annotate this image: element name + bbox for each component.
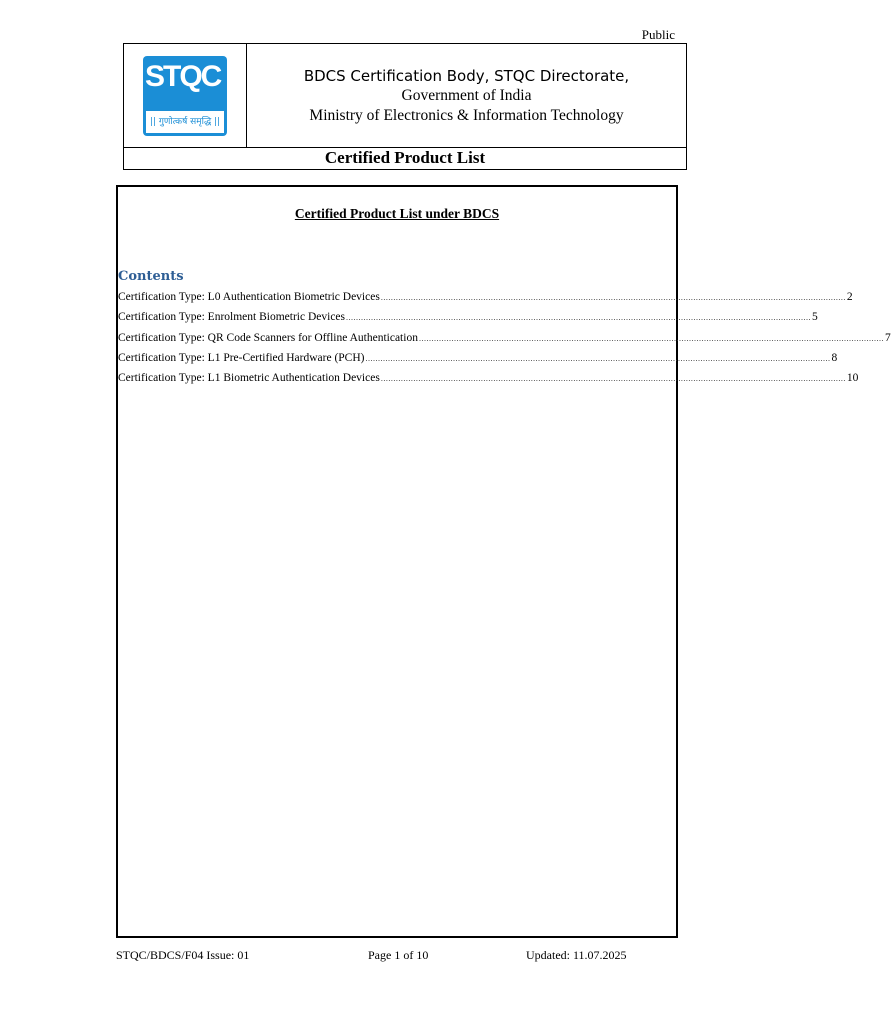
- org-government-line: Government of India: [401, 86, 532, 104]
- toc-entry-label[interactable]: Certification Type: L1 Biometric Authentication Devices: [118, 372, 380, 385]
- toc-entry-label[interactable]: Certification Type: L1 Pre-Certified Hardware (PCH): [118, 351, 365, 364]
- toc-entry[interactable]: [118, 330, 891, 350]
- document-header: [123, 43, 687, 148]
- toc-entry-page[interactable]: 2: [846, 291, 853, 303]
- toc-entry-page[interactable]: 7: [884, 331, 891, 344]
- toc-entry[interactable]: [118, 350, 838, 370]
- stqc-logo: [143, 56, 227, 136]
- footer-updated-date: Updated: 11.07.2025: [526, 948, 627, 962]
- toc-leader-dots: ..........................................................................................................................................................................................: [418, 333, 884, 343]
- toc-leader-dots: ..........................................................................................................................................................................................: [346, 313, 812, 323]
- toc-entry[interactable]: [118, 370, 859, 390]
- document-heading: Certified Product List under BDCS: [294, 206, 500, 221]
- logo-tagline: || गुणोत्कर्ष समृद्धि ||: [146, 111, 224, 133]
- toc-leader-dots: ..........................................................................................................................................................................................: [365, 353, 831, 363]
- toc-entry-page[interactable]: 5: [812, 311, 818, 324]
- toc-entry[interactable]: [118, 309, 818, 329]
- contents-title: Contents: [118, 269, 184, 284]
- classification-label: Public: [641, 27, 675, 42]
- table-of-contents: [118, 289, 891, 390]
- footer-page-number: Page 1 of 10: [368, 948, 429, 962]
- toc-entry-label[interactable]: Certification Type: Enrolment Biometric Devices: [118, 311, 346, 324]
- logo-cell: [124, 44, 247, 147]
- toc-leader-dots: ..........................................................................................................................................................................................: [380, 293, 846, 302]
- toc-entry-page[interactable]: 8: [831, 351, 838, 364]
- org-name-line: BDCS Certification Body, STQC Directorate,: [303, 66, 630, 85]
- toc-entry[interactable]: [118, 289, 853, 309]
- document-title-bar: Certified Product List: [123, 146, 687, 170]
- toc-entry-page[interactable]: 10: [846, 372, 859, 385]
- toc-leader-dots: ..........................................................................................................................................................................................: [380, 374, 846, 384]
- content-frame: [116, 185, 891, 938]
- org-ministry-line: Ministry of Electronics & Information Technology: [309, 106, 624, 124]
- toc-entry-label[interactable]: Certification Type: QR Code Scanners for Offline Authentication: [118, 331, 418, 344]
- toc-entry-label[interactable]: Certification Type: L0 Authentication Biometric Devices: [118, 291, 380, 303]
- organization-block: [247, 44, 686, 147]
- footer-doc-ref: STQC/BDCS/F04 Issue: 01: [116, 948, 250, 962]
- logo-text: STQC: [145, 59, 221, 93]
